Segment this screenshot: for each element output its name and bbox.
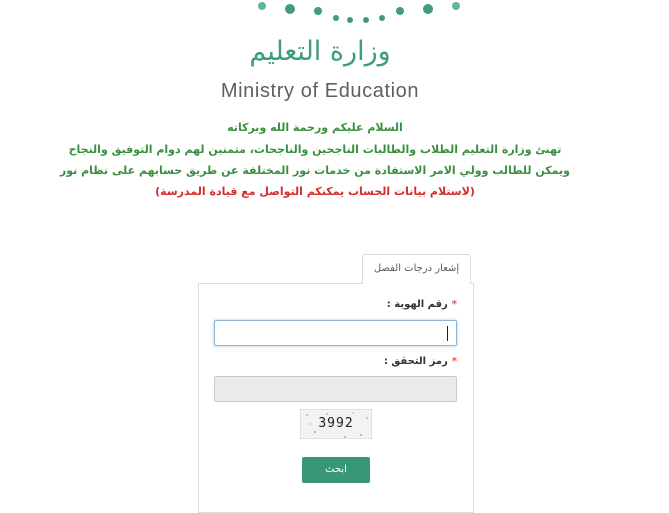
tab-grade-notification[interactable]: إشعار درجات الفصل [362, 254, 471, 284]
account-note-message: (لاستلام بيانات الحساب يمكنكم التواصل مع قيادة المدرسة) [155, 185, 475, 198]
captcha-image [300, 409, 372, 439]
id-number-input[interactable] [214, 320, 457, 346]
id-number-label-text: رقم الهوية : [386, 299, 448, 310]
required-mark: * [451, 299, 457, 310]
required-mark: * [451, 356, 457, 367]
greeting-message: السلام عليكم ورحمة الله وبركاته [227, 121, 403, 134]
info-message: ويمكن للطالب وولي الامر الاستفادة من خدمات نور المختلفة عن طريق حسابهم على نظام نور [59, 164, 570, 177]
id-number-label [387, 299, 457, 310]
congrats-message: تهنئ وزارة التعليم الطلاب والطالبات الناجحين والناجحات، متمنين لهم دوام التوفيق والنجاح [68, 143, 562, 156]
search-button[interactable]: ابحث [302, 457, 370, 483]
logo-arabic-text: وزارة التعليم [249, 36, 391, 67]
logo-english-text: Ministry of Education [220, 80, 420, 102]
captcha-label-text: رمز التحقق : [383, 356, 448, 367]
captcha-label [384, 356, 457, 367]
captcha-input[interactable] [214, 376, 457, 402]
captcha-code-text: 3992 [318, 416, 354, 431]
text-cursor [447, 326, 448, 341]
ministry-logo-dots [250, 0, 470, 24]
